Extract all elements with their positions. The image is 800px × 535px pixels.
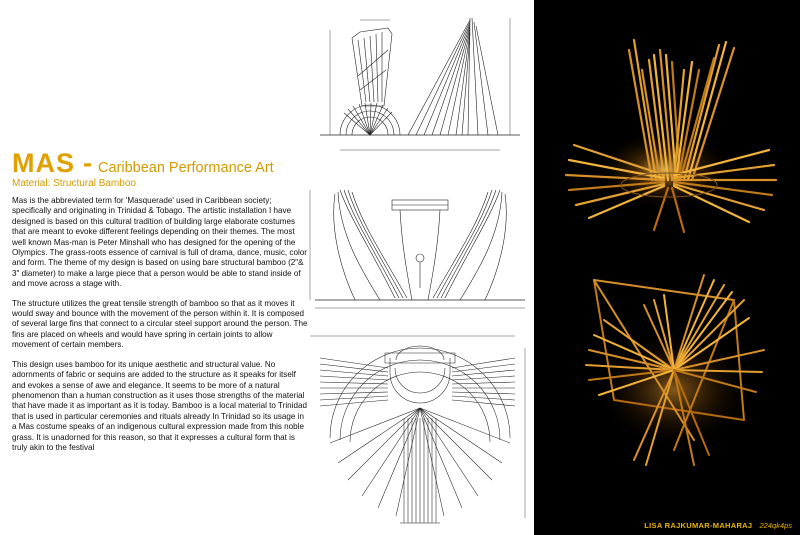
- model-photo-panel: [534, 0, 800, 535]
- description-paragraph: The structure utilizes the great tensile strength of bamboo so that as it moves it would sway and bounce with the movement of the person within it. It is composed of several large fins that connect to a circular steel support around the person. The fins are placed on wheels and would have spring in certain joints to allow movement of certain members.: [12, 298, 308, 350]
- title-row: [12, 148, 312, 179]
- page-title: MAS: [12, 148, 75, 178]
- side-elevation-drawing: [300, 10, 535, 160]
- title-block: [12, 148, 312, 189]
- material-label: Material: Structural Bamboo: [12, 178, 136, 189]
- plan-view-drawing: [300, 328, 535, 528]
- page-subtitle: Caribbean Performance Art: [98, 160, 274, 176]
- model-photo-bottom: [586, 275, 764, 465]
- model-photos: [534, 0, 800, 535]
- front-elevation-drawing: [300, 178, 535, 313]
- technical-drawings: [300, 0, 535, 535]
- sheet-code: 224qk4ps: [759, 521, 792, 530]
- model-photo-top: [566, 40, 776, 232]
- description-text: [12, 196, 308, 462]
- description-paragraph: This design uses bamboo for its unique aesthetic and structural value. No adornments of fabric or sequins are added to the structure as it speaks for itself and evokes a sense of awe and elegance. It seems to be more of a natural phenomenon than a human construction as it uses those strengths of the material that have made it as important as it is today. Bamboo is a local material to Trinidad that is used in particular ceremonies and rituals already In Trinidad so its usage in a Mas costume speaks of an indigenous cultural expression made from this noble grass. It is unadorned for this reason, so that it expresses a cultural form that is truly akin to the festival: [12, 359, 307, 452]
- author-name: LISA RAJKUMAR-MAHARAJ: [644, 521, 753, 530]
- title-dash: -: [83, 148, 92, 178]
- author-credit: [644, 521, 792, 530]
- description-paragraph: Mas is the abbreviated term for 'Masquerade' used in Caribbean society; specifically and originating in Trinidad & Tobago. The artistic installation I have designed is based on this cultural tradition of building large elaborate costumes that are meant to evoke different feelings depending on their themes. The most well known Mas-man is Peter Minshall who has designed for the opening of the Olympics. The grass-roots essence of carnival is full of drama, dance, music, color and form. The theme of my design is based on using bare structural bamboo (2"& 3" diameter) to make a large piece that a person would be able to stand inside of and move across a stage with.: [12, 196, 307, 289]
